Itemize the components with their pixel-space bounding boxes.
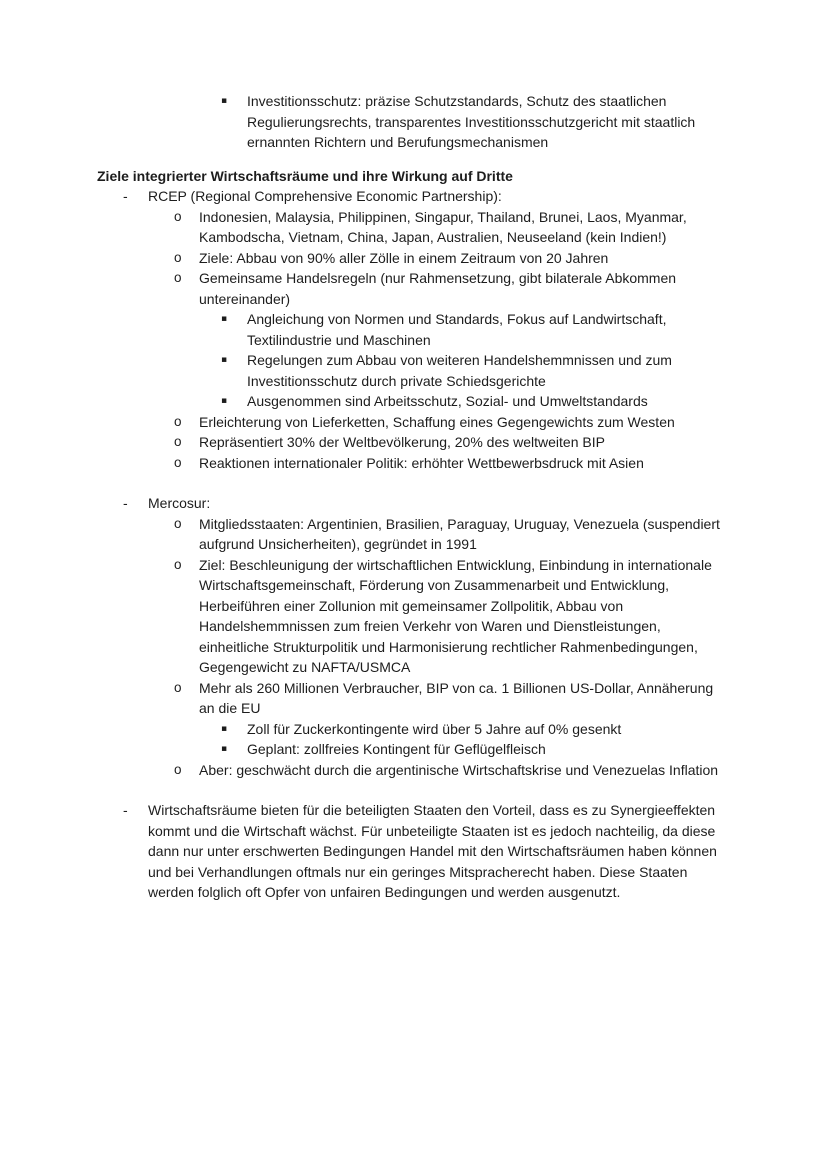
bullet-text: Geplant: zollfreies Kontingent für Geflügelfleisch	[247, 741, 546, 757]
bullet-item-zoll-zucker	[97, 719, 731, 740]
circle-bullet-icon: o	[174, 761, 182, 777]
circle-bullet-icon: o	[174, 208, 182, 224]
bullet-item-regelungen	[97, 350, 731, 391]
bullet-item-rcep-handelsregeln	[97, 268, 731, 309]
bullet-text: Erleichterung von Lieferketten, Schaffung eines Gegengewichts zum Westen	[199, 413, 675, 430]
bullet-item-mitgliedsstaaten	[97, 514, 731, 555]
square-bullet-icon: ▪	[221, 355, 228, 365]
bullet-text: Mehr als 260 Millionen Verbraucher, BIP von ca. 1 Billionen US-Dollar, Annäherung an die EU	[199, 679, 714, 716]
circle-bullet-icon: o	[174, 515, 182, 531]
bullet-item-verbraucher	[97, 678, 731, 719]
circle-bullet-icon: o	[174, 434, 182, 449]
bullet-text: Angleichung von Normen und Standards, Fokus auf Landwirtschaft, Textilindustrie und Maschinen	[247, 311, 667, 348]
bullet-item-repraesentiert	[97, 432, 731, 453]
dash-bullet-icon: -	[123, 802, 128, 818]
bullet-item-angleichung	[97, 309, 731, 350]
bullet-text: Mitgliedsstaaten: Argentinien, Brasilien, Paraguay, Uruguay, Venezuela (suspendiert aufgrund Unsicherheiten), gegründet in 1991	[199, 515, 720, 552]
bullet-text: Reaktionen internationaler Politik: erhöhter Wettbewerbsdruck mit Asien	[199, 454, 644, 471]
bullet-text: Zoll für Zuckerkontingente wird über 5 Jahre auf 0% gesenkt	[247, 720, 622, 737]
square-bullet-icon: ▪	[221, 396, 228, 406]
circle-bullet-icon: o	[174, 413, 182, 429]
bullet-item-rcep-ziele	[97, 248, 731, 269]
bullet-text: Wirtschaftsräume bieten für die beteiligten Staaten den Vorteil, dass es zu Synergieeffekten kommt und die Wirtschaft wächst. Für unbeteiligte Staaten ist es jedoch nachteilig, da diese dann nur unter erschwerten Bedingungen Handel mit den Wirtschaftsräumen haben können und bei Verhandlungen oftmals nur ein geringes Mitspracherecht haben. Diese Staaten werden folglich oft Opfer von unfairen Bedingungen und werden ausgenutzt.	[148, 802, 717, 900]
circle-bullet-icon: o	[174, 679, 182, 695]
circle-bullet-icon: o	[174, 249, 182, 265]
bullet-text: Mercosur:	[148, 495, 211, 511]
bullet-text: Ausgenommen sind Arbeitsschutz, Sozial- und Umweltstandards	[247, 393, 648, 409]
dash-bullet-icon: -	[123, 188, 128, 204]
bullet-item-lieferketten	[97, 412, 731, 433]
bullet-text: Ziel: Beschleunigung der wirtschaftlichen Entwicklung, Einbindung in internationale Wirtschaftsgemeinschaft, Förderung von Zusammenarbeit und Entwicklung, Herbeiführen einer Zollunion mit gemeinsamer Zollpolitik, Abbau von Handelshemmnissen zum freien Verkehr von Waren und Dienstleistungen, einheitliche Strukturpolitik und Harmonisierung rechtlicher Rahmenbedingungen, Gegengewicht zu NAFTA/USMCA	[199, 556, 712, 675]
circle-bullet-icon: o	[174, 556, 182, 572]
bullet-item-aber	[97, 760, 731, 781]
square-bullet-icon: ▪	[221, 96, 228, 106]
bullet-text: Investitionsschutz: präzise Schutzstandards, Schutz des staatlichen Regulierungsrechts, transparentes Investitionsschutzgericht mit staatlich ernannten Richtern und Berufungsmechanismen	[247, 93, 696, 150]
bullet-item-fazit	[97, 800, 731, 903]
bullet-item-mercosur-ziel	[97, 555, 731, 678]
circle-bullet-icon: o	[174, 454, 182, 470]
bullet-item-reaktionen	[97, 453, 731, 474]
bullet-text: Repräsentiert 30% der Weltbevölkerung, 20% des weltweiten BIP	[199, 434, 605, 450]
bullet-item-investitionsschutz	[97, 91, 731, 153]
section-heading: Ziele integrierter Wirtschaftsräume und ihre Wirkung auf Dritte	[97, 167, 513, 184]
square-bullet-icon: ▪	[221, 723, 228, 734]
square-bullet-icon: ▪	[221, 314, 228, 324]
circle-bullet-icon: o	[174, 270, 182, 285]
bullet-item-rcep-members	[97, 207, 731, 248]
dash-bullet-icon: -	[123, 495, 128, 511]
bullet-text: Indonesien, Malaysia, Philippinen, Singapur, Thailand, Brunei, Laos, Myanmar, Kambodscha, Vietnam, China, Japan, Australien, Neuseeland (kein Indien!)	[199, 208, 687, 245]
bullet-text: Regelungen zum Abbau von weiteren Handelshemmnissen und zum Investitionsschutz durch private Schiedsgerichte	[247, 352, 672, 389]
bullet-text: Aber: geschwächt durch die argentinische Wirtschaftskrise und Venezuelas Inflation	[199, 761, 719, 778]
bullet-item-gefluegelfleisch	[97, 739, 731, 760]
bullet-item-mercosur	[97, 493, 731, 514]
bullet-text: Gemeinsame Handelsregeln (nur Rahmensetzung, gibt bilaterale Abkommen untereinander)	[199, 270, 677, 307]
bullet-item-ausgenommen	[97, 391, 731, 412]
square-bullet-icon: ▪	[221, 744, 228, 754]
bullet-item-rcep	[97, 186, 731, 207]
bullet-text: Ziele: Abbau von 90% aller Zölle in einem Zeitraum von 20 Jahren	[199, 249, 609, 266]
bullet-text: RCEP (Regional Comprehensive Economic Partnership):	[148, 188, 502, 204]
